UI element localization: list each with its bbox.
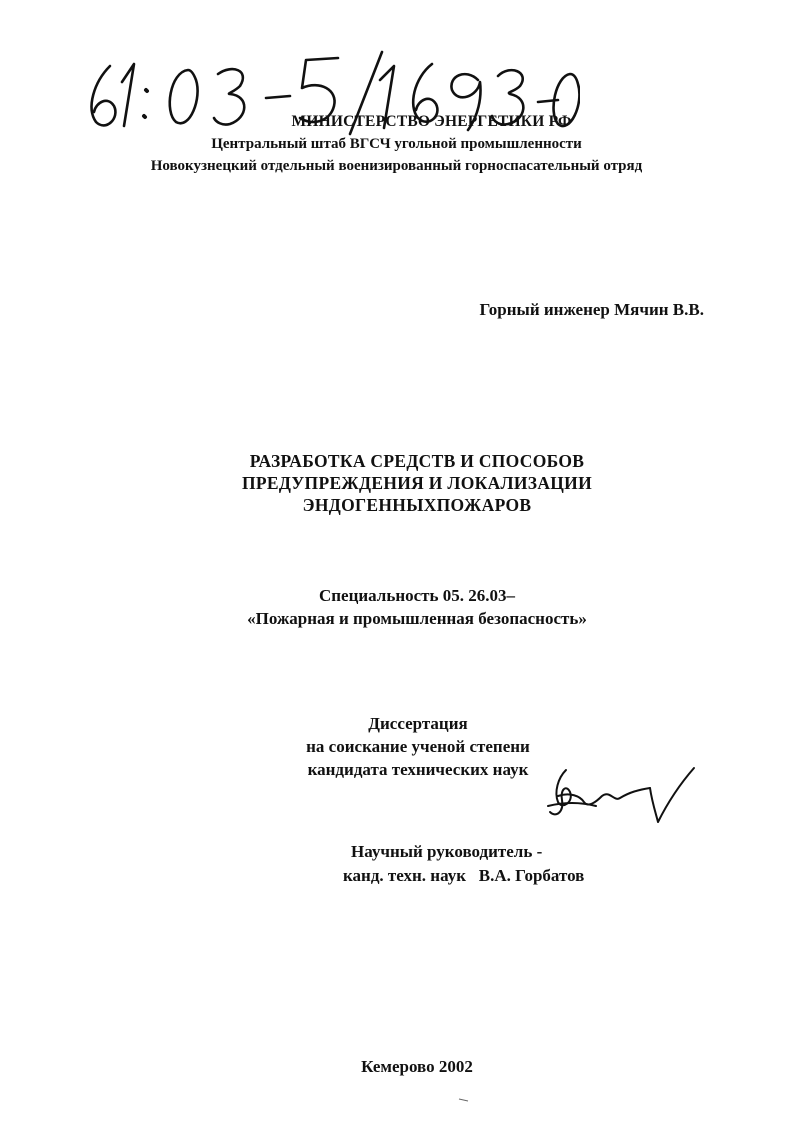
headquarters-name: Центральный штаб ВГСЧ угольной промышленности xyxy=(211,136,582,152)
detachment-name: Новокузнецкий отдельный военизированный горноспасательный отряд xyxy=(150,158,643,174)
institution-header xyxy=(0,111,793,177)
title-line-1: РАЗРАБОТКА СРЕДСТВ И СПОСОБОВ xyxy=(249,451,585,471)
specialty-name: «Пожарная и промышленная безопасность» xyxy=(247,609,587,628)
author-name: Горный инженер Мячин В.В. xyxy=(479,300,704,319)
dissertation-title xyxy=(0,450,793,516)
ministry-name: МИНИСТЕРСТВО ЭНЕРГЕТИКИ РФ xyxy=(291,113,572,130)
handwritten-signature xyxy=(540,762,700,832)
degree-statement xyxy=(278,712,558,781)
scan-artifact xyxy=(458,1097,470,1103)
degree-line-2: на соискание ученой степени xyxy=(306,737,530,756)
specialty xyxy=(0,584,793,630)
degree-line-3: кандидата технических наук xyxy=(307,760,529,779)
title-line-2: ПРЕДУПРЕЖДЕНИЯ И ЛОКАЛИЗАЦИИ xyxy=(241,473,593,493)
supervisor-name: канд. техн. наук В.А. Горбатов xyxy=(343,866,585,885)
degree-line-1: Диссертация xyxy=(368,714,468,733)
city-year: Кемерово 2002 xyxy=(361,1057,473,1076)
title-line-3: ЭНДОГЕННЫХПОЖАРОВ xyxy=(302,495,532,515)
supervisor-label: Научный руководитель - xyxy=(351,842,543,861)
supervisor xyxy=(343,840,584,888)
specialty-code: Специальность 05. 26.03– xyxy=(318,586,516,605)
